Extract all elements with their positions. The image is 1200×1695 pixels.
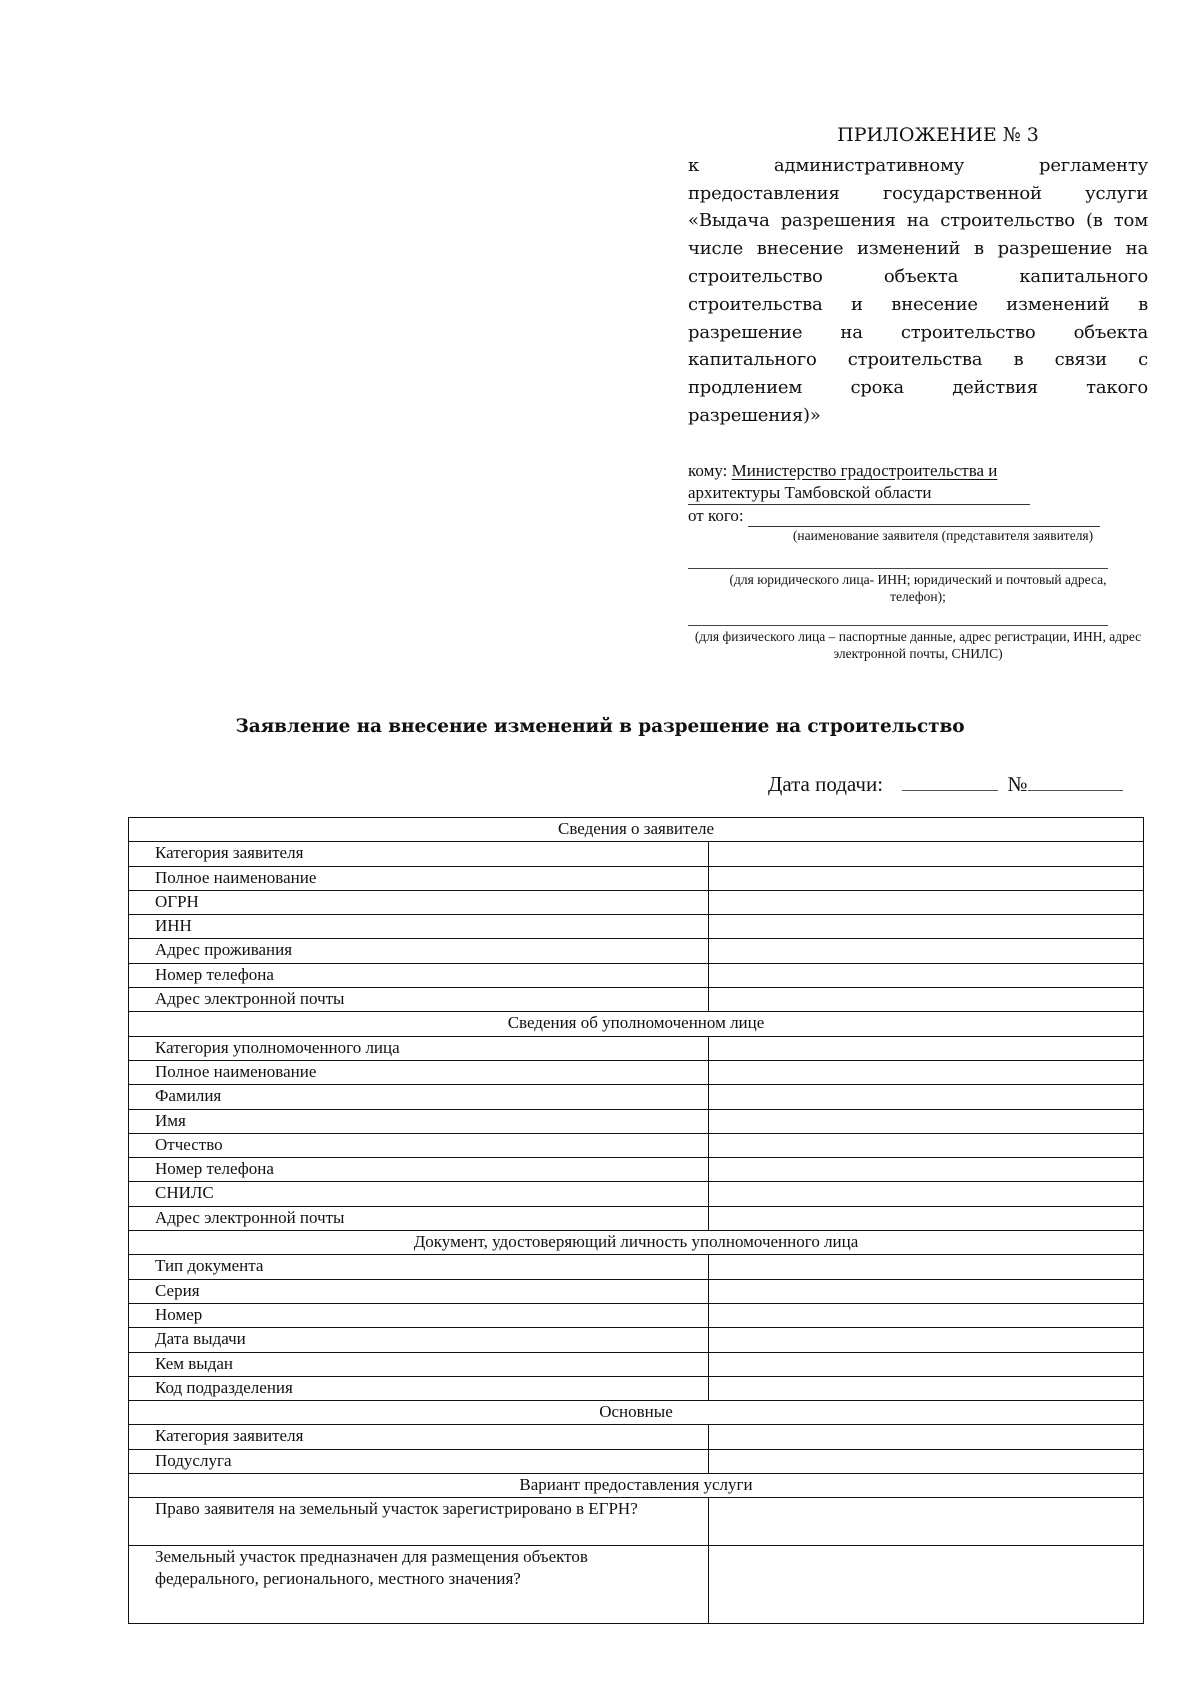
table-row: [129, 1158, 1144, 1182]
row-label: Категория заявителя: [129, 842, 709, 866]
row-value-field[interactable]: [709, 1449, 1144, 1473]
table-row: [129, 1182, 1144, 1206]
row-value-field[interactable]: [709, 1133, 1144, 1157]
date-input[interactable]: [902, 772, 998, 791]
form-title: Заявление на внесение изменений в разрешение на строительство: [235, 716, 965, 737]
legal-entity-hint: (для юридического лица- ИНН; юридический и почтовый адреса, телефон);: [729, 572, 1107, 604]
row-value-field[interactable]: [709, 1109, 1144, 1133]
row-label: Номер: [129, 1303, 709, 1327]
row-label: Серия: [129, 1279, 709, 1303]
row-label: Номер телефона: [129, 1158, 709, 1182]
row-label: Полное наименование: [129, 1060, 709, 1084]
row-label: Имя: [129, 1109, 709, 1133]
row-value-field[interactable]: [709, 988, 1144, 1012]
row-value-field[interactable]: [709, 1498, 1144, 1546]
table-row: [129, 988, 1144, 1012]
number-input[interactable]: [1028, 772, 1123, 791]
submission-line: [768, 772, 1123, 797]
number-label: №: [1007, 772, 1028, 796]
application-table: [128, 817, 1144, 1624]
row-value-field[interactable]: [709, 1182, 1144, 1206]
row-label: Адрес электронной почты: [129, 988, 709, 1012]
table-row: [129, 1109, 1144, 1133]
table-row: [129, 1133, 1144, 1157]
from-hint: (наименование заявителя (представителя заявителя): [792, 528, 1094, 543]
row-value-field[interactable]: [709, 939, 1144, 963]
section-title: Документ, удостоверяющий личность уполномоченного лица: [129, 1231, 1144, 1255]
row-label: Адрес проживания: [129, 939, 709, 963]
row-value-field[interactable]: [709, 1376, 1144, 1400]
table-row: [129, 1303, 1144, 1327]
row-label: Фамилия: [129, 1085, 709, 1109]
row-label: Отчество: [129, 1133, 709, 1157]
table-row: [129, 1352, 1144, 1376]
section-row: [129, 1401, 1144, 1425]
row-value-field[interactable]: [709, 1303, 1144, 1327]
row-label: Код подразделения: [129, 1376, 709, 1400]
row-value-field[interactable]: [709, 1158, 1144, 1182]
row-label: Кем выдан: [129, 1352, 709, 1376]
row-label: Номер телефона: [129, 963, 709, 987]
row-label: Полное наименование: [129, 866, 709, 890]
row-label: Дата выдачи: [129, 1328, 709, 1352]
row-value-field[interactable]: [709, 963, 1144, 987]
table-row: [129, 1498, 1144, 1546]
row-value-field[interactable]: [709, 1425, 1144, 1449]
row-label: Земельный участок предназначен для размещения объектов федерального, регионального, местного значения?: [129, 1546, 709, 1624]
from-label: от кого:: [688, 506, 744, 525]
row-label: Подуслуга: [129, 1449, 709, 1473]
table-row: [129, 915, 1144, 939]
addressee-block: [688, 460, 1148, 662]
row-value-field[interactable]: [709, 1255, 1144, 1279]
to-label: кому:: [688, 461, 728, 480]
row-label: ИНН: [129, 915, 709, 939]
table-row: [129, 890, 1144, 914]
row-value-field[interactable]: [709, 1279, 1144, 1303]
row-value-field[interactable]: [709, 1206, 1144, 1230]
legal-entity-input[interactable]: [688, 554, 1108, 569]
appendix-body: к административному регламенту предоставления государственной услуги «Выдача разрешения на строительство (в том числе внесение изменений в разрешение на строительство объекта капитального строительства и внесение изменений в разрешение на строительство объекта капитального строительства в связи с продлением срока действия такого разрешения)»: [688, 154, 1148, 426]
row-value-field[interactable]: [709, 915, 1144, 939]
row-value-field[interactable]: [709, 842, 1144, 866]
table-row: [129, 1279, 1144, 1303]
table-row: [129, 1085, 1144, 1109]
to-value-line2: архитектуры Тамбовской области: [688, 483, 932, 502]
row-label: Категория заявителя: [129, 1425, 709, 1449]
section-row: [129, 818, 1144, 842]
table-row: [129, 1376, 1144, 1400]
table-row: [129, 1546, 1144, 1624]
table-row: [129, 1036, 1144, 1060]
table-row: [129, 939, 1144, 963]
row-label: ОГРН: [129, 890, 709, 914]
table-row: [129, 1060, 1144, 1084]
individual-input[interactable]: [688, 611, 1108, 626]
from-input[interactable]: [748, 510, 1100, 527]
from-line: [688, 505, 1148, 527]
row-label: СНИЛС: [129, 1182, 709, 1206]
to-line: [688, 460, 1148, 505]
appendix-header: [688, 122, 1148, 430]
table-row: [129, 1328, 1144, 1352]
to-value-line2-wrap: [688, 482, 1030, 505]
appendix-title: ПРИЛОЖЕНИЕ № 3: [837, 124, 1039, 146]
row-value-field[interactable]: [709, 1328, 1144, 1352]
row-label: Адрес электронной почты: [129, 1206, 709, 1230]
table-row: [129, 963, 1144, 987]
date-label: Дата подачи:: [768, 772, 884, 796]
row-value-field[interactable]: [709, 866, 1144, 890]
row-label: Тип документа: [129, 1255, 709, 1279]
table-row: [129, 1425, 1144, 1449]
table-row: [129, 1449, 1144, 1473]
section-row: [129, 1012, 1144, 1036]
row-value-field[interactable]: [709, 1060, 1144, 1084]
section-title: Основные: [129, 1401, 1144, 1425]
row-value-field[interactable]: [709, 1036, 1144, 1060]
row-value-field[interactable]: [709, 1085, 1144, 1109]
table-row: [129, 866, 1144, 890]
row-value-field[interactable]: [709, 890, 1144, 914]
row-label: Право заявителя на земельный участок зарегистрировано в ЕГРН?: [129, 1498, 709, 1546]
individual-hint: (для физического лица – паспортные данные, адрес регистрации, ИНН, адрес электронной почты, СНИЛС): [694, 629, 1142, 661]
row-label: Категория уполномоченного лица: [129, 1036, 709, 1060]
to-value-line1: Министерство градостроительства и: [731, 461, 998, 480]
table-row: [129, 1255, 1144, 1279]
section-title: Сведения об уполномоченном лице: [129, 1012, 1144, 1036]
section-row: [129, 1474, 1144, 1498]
table-row: [129, 1206, 1144, 1230]
row-value-field[interactable]: [709, 1546, 1144, 1624]
row-value-field[interactable]: [709, 1352, 1144, 1376]
section-title: Сведения о заявителе: [129, 818, 1144, 842]
section-title: Вариант предоставления услуги: [129, 1474, 1144, 1498]
table-row: [129, 842, 1144, 866]
section-row: [129, 1231, 1144, 1255]
